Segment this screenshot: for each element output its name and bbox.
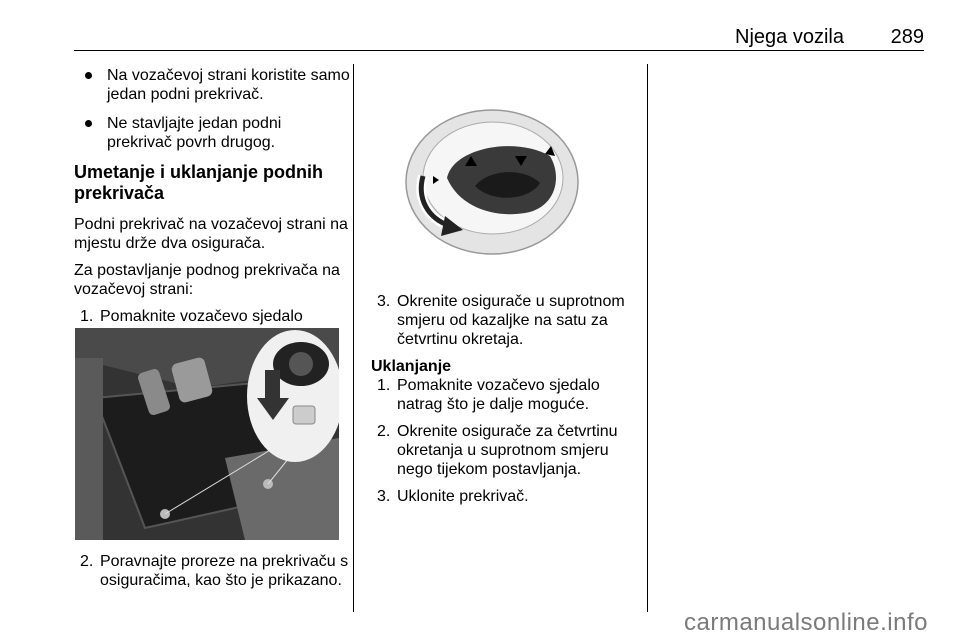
step-text: Okrenite osigurače u suprotnom smjeru od kazaljke na satu za četvrtinu okretaja. (397, 293, 625, 348)
step-number: 2. (377, 423, 391, 440)
watermark: carmanualsonline.info (684, 609, 928, 636)
paragraph: Za postavljanje podnog prekrivača na vozačevoj strani: (74, 262, 340, 298)
page-header (74, 26, 924, 52)
right-column (371, 292, 635, 514)
step-number: 1. (377, 377, 391, 394)
bullet-dot-icon (85, 120, 92, 127)
left-column-lower (74, 552, 350, 598)
step-item (371, 487, 635, 506)
fastener-drawing (405, 108, 580, 256)
header-rule (74, 50, 924, 51)
bullet-item (74, 66, 350, 104)
step-text: Pomaknite vozačevo sjedalo natrag što je dalje moguće. (397, 377, 600, 413)
section-title: Njega vozila (735, 26, 844, 48)
page-number: 289 (890, 26, 924, 48)
floor-mat-drawing (75, 328, 339, 540)
step-item (371, 422, 635, 479)
step-number: 2. (80, 553, 94, 570)
step-number: 3. (377, 293, 391, 310)
step-text: Uklonite prekrivač. (397, 488, 529, 505)
step-number: 3. (377, 488, 391, 505)
bullet-dot-icon (85, 72, 92, 79)
bullet-text: Ne stavljajte jedan podni prekrivač povrh drugog. (107, 115, 282, 151)
bullet-text: Na vozačevoj strani koristite samo jedan podni prekrivač. (107, 67, 350, 103)
column-divider-left (353, 64, 354, 612)
subsection-heading: Uklanjanje (371, 358, 452, 375)
bullet-item (74, 114, 350, 152)
paragraph: Podni prekrivač na vozačevoj strani na mjestu drže dva osigurača. (74, 216, 348, 252)
step-text: Pomaknite vozačevo sjedalo (100, 308, 303, 325)
floor-mat-illustration (75, 328, 339, 540)
step-text: Okrenite osigurače za četvrtinu okretanja u suprotnom smjeru nego tijekom postavljanja. (397, 423, 618, 478)
left-column (74, 66, 350, 353)
fastener-illustration (405, 108, 580, 256)
step-number: 1. (80, 308, 94, 325)
section-heading: Umetanje i uklanjanje podnih prekrivača (74, 162, 324, 203)
step-text: Poravnajte proreze na prekrivaču s osiguračima, kao što je prikazano. (100, 553, 349, 589)
step-item (371, 292, 635, 349)
column-divider-right (647, 64, 648, 612)
step-item (371, 376, 635, 414)
step-item (74, 552, 350, 590)
